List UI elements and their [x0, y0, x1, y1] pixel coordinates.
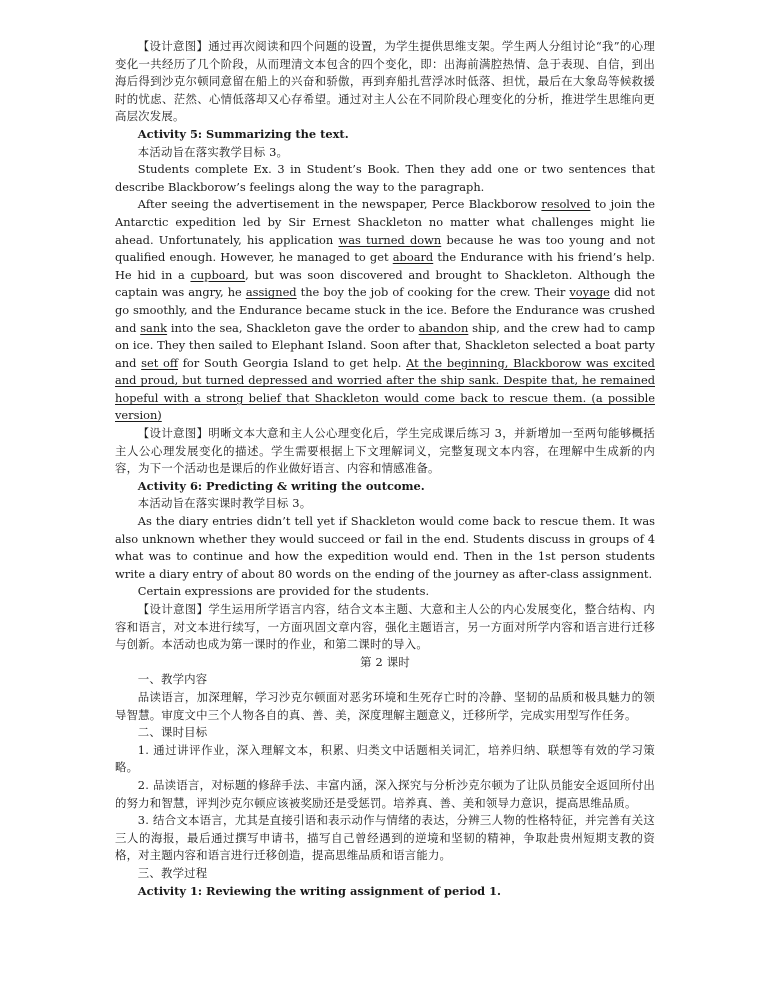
paragraph: 本活动旨在落实教学目标 3。	[137, 144, 289, 159]
activity-heading: Activity 6: Predicting & writing the outcome.	[137, 478, 425, 493]
paragraph: 【设计意图】通过再次阅读和四个问题的设置，为学生提供思维支架。学生两人分组讨论“我”的心理变化一共经历了几个阶段，从而理清文本包含的四个变化，即：出海前满腔热情、急于表现、自信，到出海后得到沙克尔顿同意留在船上的兴奋和骄傲，再到弃船扎营浮冰时低落、担忧，最后在大象岛等候救援时的忧虑、茫然、心情低落却又心存希望。通过对主人公在不同阶段心理变化的分析，推进学生思维向更高层次发展。	[115, 39, 655, 124]
text-run: the boy the job of cooking for the crew. Their	[296, 285, 570, 300]
text-run: did not go smoothly, and the Endurance became stuck in the ice. Before the Endurance was crushed and	[115, 285, 655, 335]
underlined-phrase: cupboard	[190, 267, 246, 282]
text-run: , but was soon discovered and brought to Shackleton. Although the captain was angry, he	[115, 267, 655, 300]
paragraph: 【设计意图】明晰文本大意和主人公心理变化后，学生完成课后练习 3，并新增加一至两句能够概括主人公心理发展变化的描述。学生需要根据上下文理解词义，完整复现文本内容，在理解中生成新的内容，为下一个活动也是课后的作业做好语言、内容和情感准备。	[115, 426, 655, 476]
underlined-phrase: aboard	[392, 250, 434, 265]
paragraph: 本活动旨在落实课时教学目标 3。	[137, 496, 312, 511]
underlined-phrase: At the beginning, Blackborow was excited and proud, but turned depressed and worried after the ship sank. Despite that, he remained hopeful with a strong belief that Shackleton would come back to rescue them. (a possible version)	[115, 355, 655, 423]
underlined-phrase: was turned down	[338, 232, 442, 247]
paragraph: 三、教学过程	[137, 865, 208, 880]
activity-heading: Activity 1: Reviewing the writing assignment of period 1.	[137, 883, 501, 898]
text-run: for South Georgia Island to get help.	[177, 355, 407, 370]
underlined-phrase: abandon	[418, 320, 469, 335]
section-title: 第 2 课时	[360, 654, 410, 669]
text-run: into the sea, Shackleton gave the order to	[167, 320, 419, 335]
paragraph: 3. 结合文本语言，尤其是直接引语和表示动作与情绪的表达，分辨三人物的性格特征，并完善有关这三人的海报，最后通过撰写申请书，描写自己曾经遇到的逆境和坚韧的精神，争取赴贵州短期支教的资格，对主题内容和语言进行迁移创造，提高思维品质和语言能力。	[115, 813, 655, 863]
activity-heading: Activity 5: Summarizing the text.	[137, 126, 349, 141]
paragraph: 一、教学内容	[137, 672, 208, 687]
paragraph: 二、课时目标	[137, 725, 208, 740]
paragraph: As the diary entries didn’t tell yet if Shackleton would come back to rescue them. It was also unknown whether they would succeed or fail in the end. Students discuss in groups of 4 what was to continue and how the expedition would end. Then in the 1st person students write a diary entry of about 80 words on the ending of the journey as after-class assignment.	[115, 514, 655, 581]
paragraph: Students complete Ex. 3 in Student’s Book. Then they add one or two sentences that describe Blackborow’s feelings along the way to the paragraph.	[115, 162, 655, 194]
paragraph: Certain expressions are provided for the students.	[137, 584, 430, 599]
paragraph: 2. 品读语言，对标题的修辞手法、丰富内涵，深入探究与分析沙克尔顿为了让队员能安全返回所付出的努力和智慧，评判沙克尔顿应该被奖励还是受惩罚。培养真、善、美和领导力意识，提高思维品质。	[115, 777, 655, 810]
underlined-phrase: set off	[141, 355, 178, 370]
underlined-phrase: assigned	[245, 285, 297, 300]
underlined-phrase: voyage	[569, 285, 610, 300]
underlined-phrase: resolved	[541, 197, 591, 212]
text-run: ship, and the crew had to camp on ice. They then sailed to Elephant Island. Soon after that, Shackleton selected a boat party and	[115, 320, 655, 370]
text-run: because he was too young and not qualified enough. However, he managed to get	[115, 232, 655, 265]
paragraph: 1. 通过讲评作业，深入理解文本，积累、归类文中话题相关词汇，培养归纳、联想等有效的学习策略。	[115, 742, 655, 775]
paragraph: 品读语言，加深理解，学习沙克尔顿面对恶劣环境和生死存亡时的冷静、坚韧的品质和极具魅力的领导智慧。审度文中三个人物各自的真、善、美，深度理解主题意义，迁移所学，完成实用型写作任务。	[115, 689, 655, 722]
underlined-phrase: sank	[140, 320, 168, 335]
text-run: the Endurance with his friend’s help. He hid in a	[115, 250, 655, 282]
paragraph: 【设计意图】学生运用所学语言内容，结合文本主题、大意和主人公的内心发展变化，整合结构、内容和语言，对文本进行续写，一方面巩固文章内容，强化主题语言，另一方面对所学内容和语言进行迁移与创新。本活动也成为第一课时的作业，和第二课时的导入。	[115, 602, 655, 652]
text-run: After seeing the advertisement in the newspaper, Perce Blackborow	[137, 197, 542, 212]
paragraph	[115, 196, 655, 425]
text-run: to join the Antarctic expedition led by Sir Ernest Shackleton no matter what challenges might lie ahead. Unfortunately, his application	[115, 197, 655, 247]
